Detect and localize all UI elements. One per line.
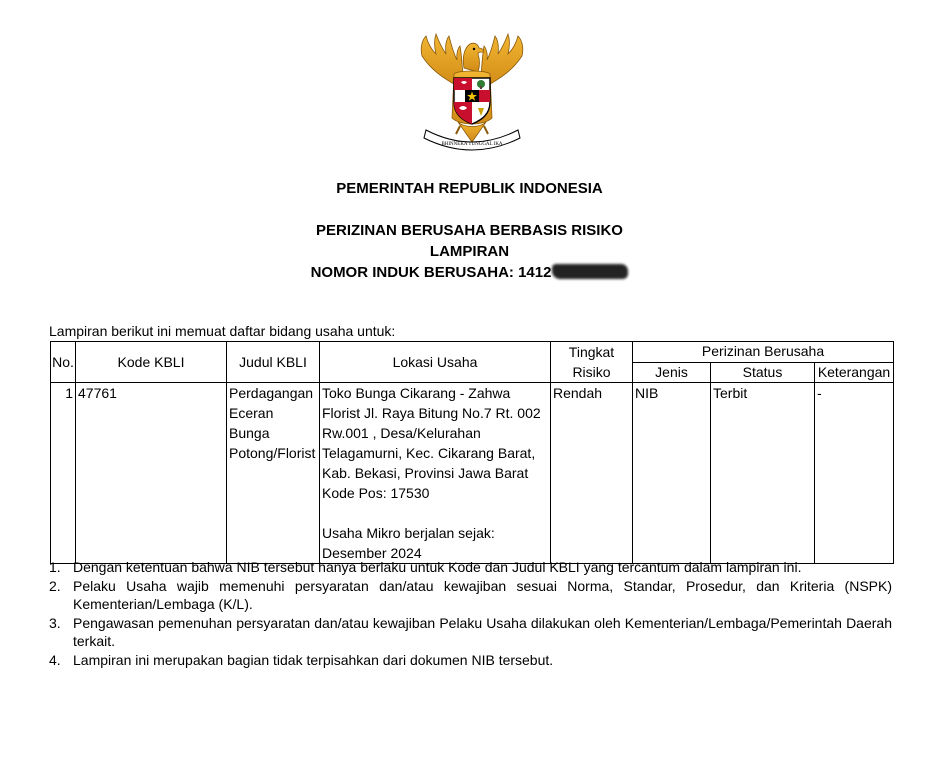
cell-lokasi-usaha: Toko Bunga Cikarang - Zahwa Florist Jl. Raya Bitung No.7 Rt. 002 Rw.001 , Desa/Kelurahan Telagamurni, Kec. Cikarang Barat, Kab. Bekasi, Provinsi Jawa Barat Kode Pos: 17530 Usaha Mikro berjalan sejak: Desember 2024 — [320, 383, 551, 564]
header-jenis: Jenis — [633, 362, 711, 383]
cell-judul-kbli: Perdagangan Eceran Bunga Potong/Florist — [227, 383, 320, 564]
note-number: 1. — [49, 559, 61, 575]
svg-text:BHINNEKA TUNGGAL IKA: BHINNEKA TUNGGAL IKA — [441, 142, 503, 147]
cell-status: Terbit — [711, 383, 815, 564]
document-subtitle: LAMPIRAN — [429, 243, 510, 260]
list-item — [49, 577, 892, 613]
header-perizinan-berusaha: Perizinan Berusaha — [633, 342, 894, 363]
header-kode-kbli: Kode KBLI — [76, 342, 227, 383]
cell-keterangan: - — [815, 383, 894, 564]
header-tingkat-risiko: Tingkat Risiko — [551, 342, 633, 383]
government-heading: PEMERINTAH REPUBLIK INDONESIA — [336, 180, 603, 197]
cell-tingkat-risiko: Rendah — [551, 383, 633, 564]
garuda-pancasila-emblem-icon — [412, 30, 532, 156]
header-status: Status — [711, 362, 815, 383]
header-keterangan: Keterangan — [815, 362, 894, 383]
nib-heading — [0, 263, 939, 283]
note-number: 2. — [49, 578, 61, 594]
note-number: 4. — [49, 652, 61, 668]
cell-no: 1 — [51, 383, 76, 564]
nib-visible-prefix: 1412 — [518, 264, 552, 281]
nib-label: NOMOR INDUK BERUSAHA: — [310, 264, 514, 281]
cell-jenis: NIB — [633, 383, 711, 564]
note-text: Dengan ketentuan bahwa NIB tersebut hanya berlaku untuk Kode dan Judul KBLI yang tercantum dalam lampiran ini. — [73, 559, 802, 575]
list-item — [49, 614, 892, 650]
intro-text: Lampiran berikut ini memuat daftar bidang usaha untuk: — [49, 323, 396, 339]
document-title: PERIZINAN BERUSAHA BERBASIS RISIKO — [316, 222, 623, 239]
kbli-table — [50, 341, 894, 564]
header-lokasi-usaha: Lokasi Usaha — [320, 342, 551, 383]
note-text: Lampiran ini merupakan bagian tidak terpisahkan dari dokumen NIB tersebut. — [73, 652, 554, 668]
note-number: 3. — [49, 615, 61, 631]
redaction-mark — [552, 264, 628, 279]
note-text: Pengawasan pemenuhan persyaratan dan/atau kewajiban Pelaku Usaha dilakukan oleh Kementerian/Lembaga/Pemerintah Daerah terkait. — [73, 615, 892, 649]
list-item — [49, 651, 892, 669]
header-no: No. — [51, 342, 76, 383]
note-text: Pelaku Usaha wajib memenuhi persyaratan dan/atau kewajiban sesuai Norma, Standar, Prosedur, dan Kriteria (NSPK) Kementerian/Lembaga (K/L). — [73, 578, 892, 612]
header-judul-kbli: Judul KBLI — [227, 342, 320, 383]
cell-kode-kbli: 47761 — [76, 383, 227, 564]
nib-number — [518, 264, 628, 281]
list-item — [49, 558, 892, 576]
table-row — [51, 383, 894, 564]
notes-list — [49, 558, 892, 670]
